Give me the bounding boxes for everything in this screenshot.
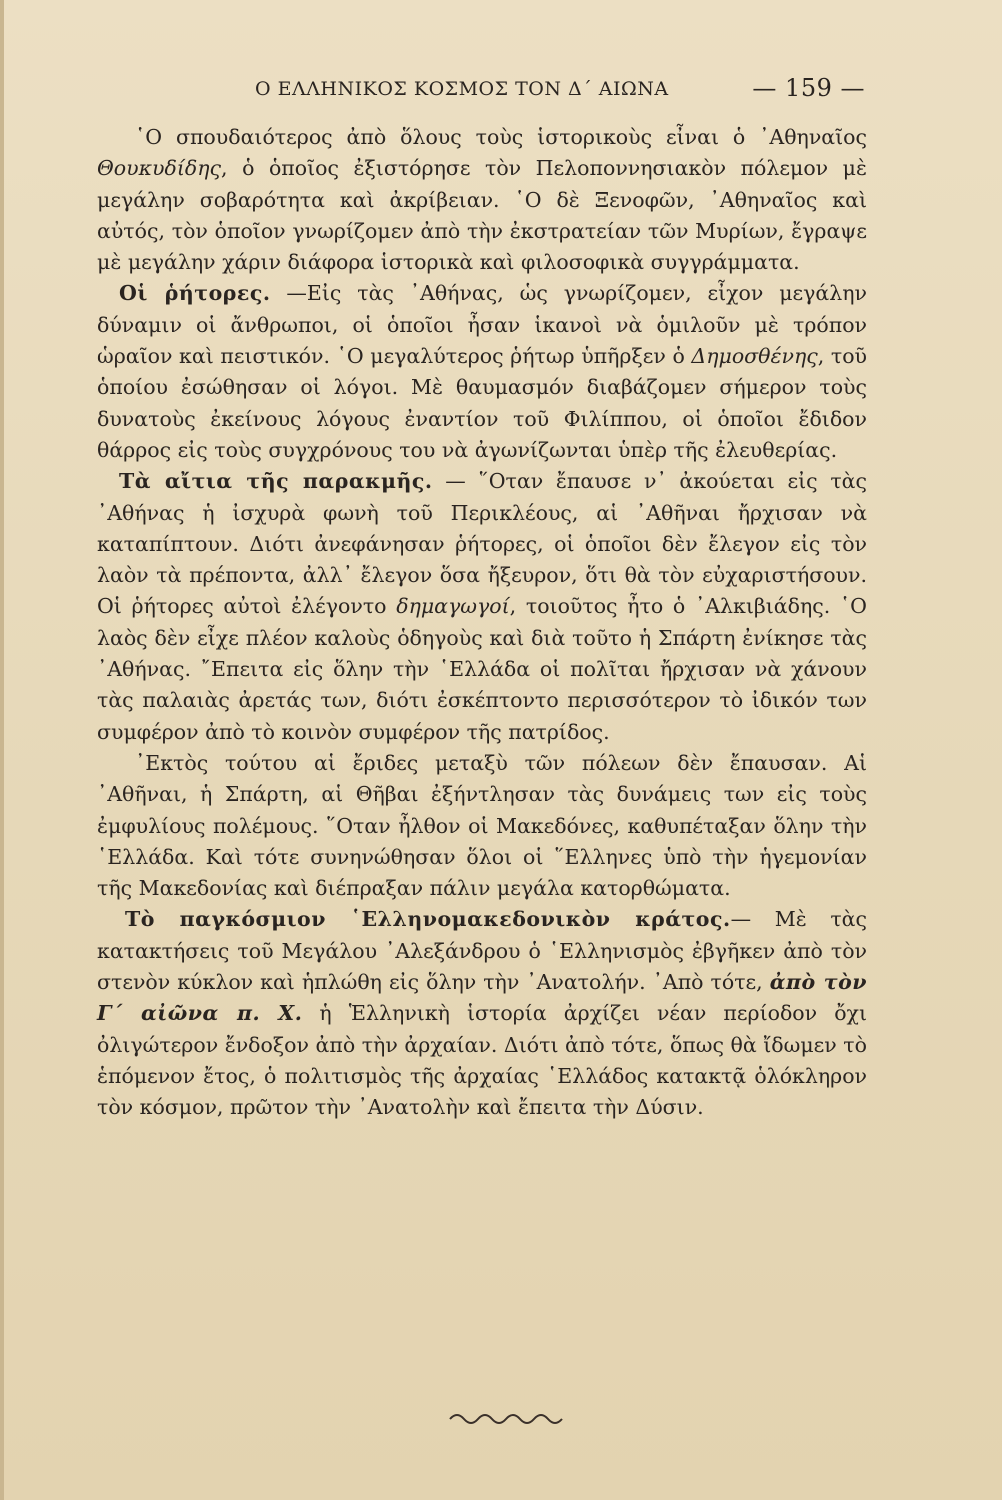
paragraph-decline	[97, 466, 867, 748]
paragraph-empire	[97, 904, 867, 1123]
page-edge	[0, 0, 4, 1500]
text-run: —Εἰς τὰς ᾿Αθήνας, ὡς γνωρίζομεν, εἶχον μεγάλην δύναμιν οἱ ἄνθρωποι, οἱ ὁποῖοι ἦσαν ἱκανοὶ νὰ ὁμιλοῦν μὲ τρόπον ὡραῖον καὶ πειστικόν. ῾Ο μεγαλύτερος ῥήτωρ ὑπῆρξεν ὁ	[97, 281, 867, 369]
paragraph-orators	[97, 278, 867, 466]
text-run: , τοῦ ὁποίου ἐσώθησαν οἱ λόγοι. Μὲ θαυμασμόν διαβάζομεν σήμερον τοὺς δυνατοὺς ἐκείνους λόγους ἐναντίον τοῦ Φιλίππου, οἱ ὁποῖοι ἔδιδον θάρρος εἰς τοὺς συγχρόνους του νὰ ἀγωνίζωνται ὑπὲρ τῆς ἐλευθερίας.	[97, 344, 867, 462]
paragraph-quarrels: ᾿Εκτὸς τούτου αἱ ἔριδες μεταξὺ τῶν πόλεων δὲν ἔπαυσαν. Αἱ ᾿Αθῆναι, ἡ Σπάρτη, αἱ Θῆβαι ἐξήντλησαν τὰς δυνάμεις των εἰς τοὺς ἐμφυλίους πολέμους. ῞Οταν ἦλθον οἱ Μακεδόνες, καθυπέταξαν ὅλην τὴν ῾Ελλάδα. Καὶ τότε συνηνώθησαν ὅλοι οἱ ῞Ελληνες ὑπὸ τὴν ἡγεμονίαν τῆς Μακεδονίας καὶ διέπραξαν πάλιν μεγάλα κατορθώματα.	[97, 750, 867, 901]
running-title: Ο ΕΛΛΗΝΙΚΟΣ ΚΟΣΜΟΣ ΤΟΝ Δ΄ ΑΙΩΝΑ	[255, 78, 669, 100]
text-run: ἡ Ἑλληνικὴ ἱστορία ἀρχίζει νέαν περίοδον ὄχι ὀλιγώτερον ἔνδοξον ἀπὸ τὴν ἀρχαίαν. Διότι ἀπὸ τότε, ὅπως θὰ ἴδωμεν τὸ ἑπόμενον ἔτος, ὁ πολιτισμὸς τῆς ἀρχαίας ῾Ελλάδος κατακτᾷ ὁλόκληρον τὸν κόσμον, πρῶτον τὴν ᾿Ανατολὴν καὶ ἔπειτα τὴν Δύσιν.	[97, 1001, 867, 1120]
page-number: — 159 —	[752, 74, 865, 102]
text-run: , ὁ ὁποῖος ἐξιστόρησε τὸν Πελοποννησιακὸν πόλεμον μὲ μεγάλην σοβαρότητα καὶ ἀκρίβειαν. ῾Ο δὲ Ξενοφῶν, ᾿Αθηναῖος καὶ αὐτός, τὸν ὁποῖον γνωρίζομεν ἀπὸ τὴν ἐκστρατείαν τῶν Μυρίων, ἔγραψε μὲ μεγάλην χάριν διάφορα ἱστορικὰ καὶ φιλοσοφικὰ συγγράμματα.	[97, 156, 867, 275]
name-thucydides: Θουκυδίδης	[97, 156, 222, 181]
date-phrase: ἀπὸ τὸν Γ΄ αἰῶνα π. Χ.	[97, 970, 868, 1026]
running-head	[255, 74, 865, 108]
section-heading-decline: Τὰ αἴτια τῆς παρακμῆς.	[119, 469, 433, 494]
text-run: — ῞Οταν ἔπαυσε ν᾿ ἀκούεται εἰς τὰς ᾿Αθήνας ἡ ἰσχυρὰ φωνὴ τοῦ Περικλέους, αἱ ᾿Αθῆναι ἤρχισαν νὰ καταπίπτουν. Διότι ἀνεφάνησαν ῥήτορες, οἱ ὁποῖοι δὲν ἔλεγον εἰς τὸν λαὸν τὰ πρέποντα, ἀλλ᾿ ἔλεγον ὅσα ἤξευρον, ὅτι θὰ τὸν εὐχαριστήσουν. Οἱ ῥήτορες αὐτοὶ ἐλέγοντο	[97, 469, 867, 619]
paragraph-historians	[97, 122, 867, 278]
text-run: , τοιοῦτος ἦτο ὁ ᾿Αλκιβιάδης. ῾Ο λαὸς δὲν εἶχε πλέον καλοὺς ὁδηγοὺς καὶ διὰ τοῦτο ἡ Σπάρτη ἐνίκησε τὰς ᾿Αθήνας. ῎Επειτα εἰς ὅλην τὴν ῾Ελλάδα οἱ πολῖται ἤρχισαν νὰ χάνουν τὰς παλαιὰς ἀρετάς των, διότι ἐσκέπτοντο περισσότερον τὸ ἰδικόν των συμφέρον ἀπὸ τὸ κοινὸν συμφέρον τῆς πατρίδος.	[97, 594, 867, 744]
name-demosthenes: Δημοσθένης	[691, 344, 818, 369]
body-text	[97, 122, 867, 1124]
section-heading-empire: Τὸ παγκόσμιον ῾Ελληνομακεδονικὸν κράτος.	[125, 907, 731, 932]
section-heading-orators: Οἱ ῥήτορες.	[119, 281, 271, 306]
term-demagogues: δημαγωγοί	[396, 594, 510, 619]
end-ornament	[448, 1407, 564, 1429]
text-run: ῾Ο σπουδαιότερος ἀπὸ ὅλους τοὺς ἱστορικοὺς εἶναι ὁ ᾿Αθηναῖος	[135, 125, 867, 149]
text-run: — Μὲ τὰς κατακτήσεις τοῦ Μεγάλου ᾿Αλεξάνδρου ὁ ῾Ελληνισμὸς ἐβγῆκεν ἀπὸ τὸν στενὸν κύκλον καὶ ἡπλώθη εἰς ὅλην τὴν ᾿Ανατολήν. ᾿Απὸ τότε,	[97, 907, 867, 995]
